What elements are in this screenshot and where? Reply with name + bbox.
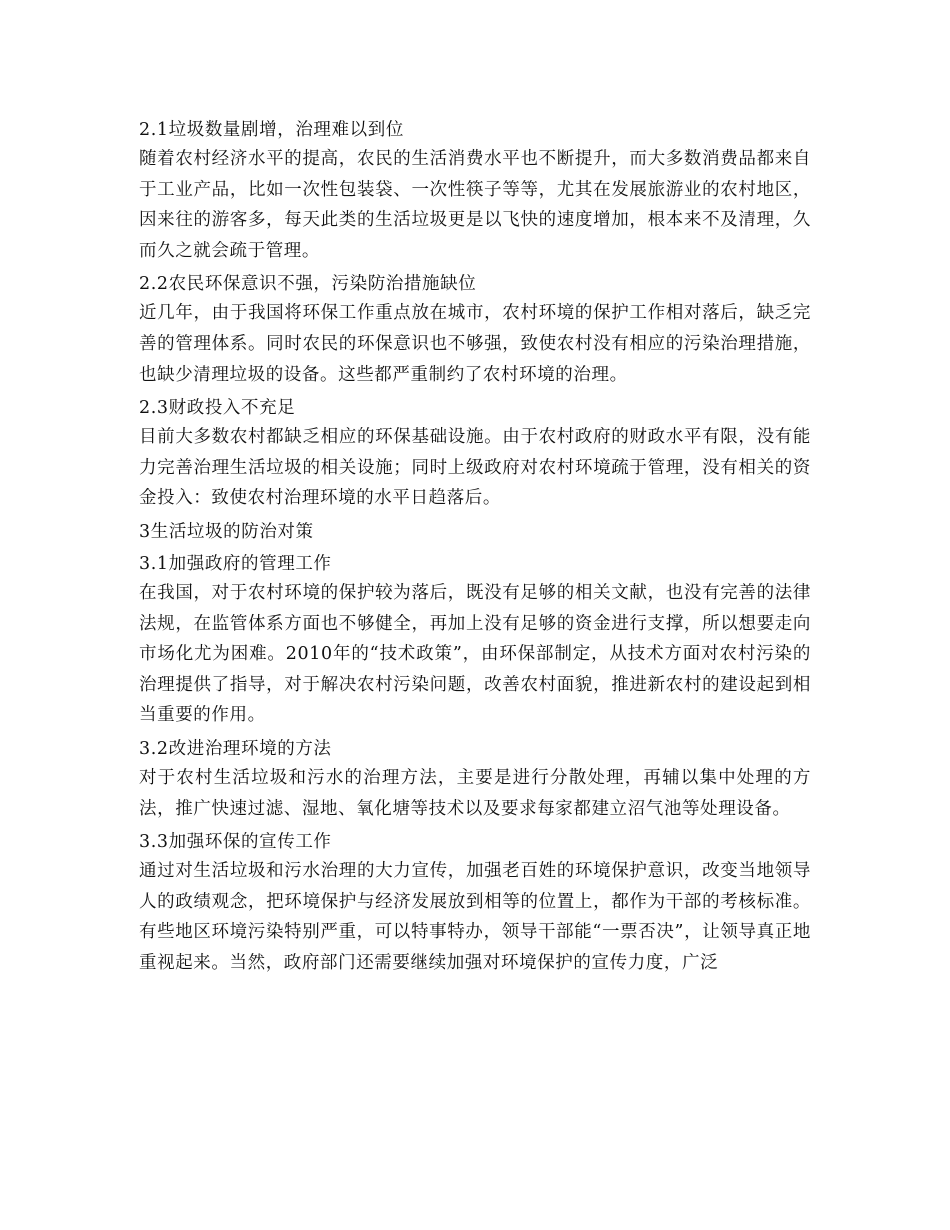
section-heading: 2.1垃圾数量剧增，治理难以到位 [139,120,404,140]
section-heading: 3.3加强环保的宣传工作 [139,832,332,853]
section-paragraph: 在我国，对于农村环境的保护较为落后，既没有足够的相关文献，也没有完善的法律法规，在监管体系方面也不够健全，再加上没有足够的资金进行支撑，所以想要走向市场化尤为困难。2010年的“技术政策”，由环保部制定，从技术方面对农村污染的治理提供了指导，对于解决农村污染问题，改善农村面貌，推进新农村的建设起到相当重要的作用。 [139,582,811,726]
section-heading: 2.3财政投入不充足 [139,398,296,419]
section-3-1 [139,550,811,731]
section-paragraph: 通过对生活垃圾和污水治理的大力宣传，加强老百姓的环境保护意识，改变当地领导人的政绩观念，把环境保护与经济发展放到相等的位置上，都作为干部的考核标准。有些地区环境污染特别严重，可以特事特办，领导干部能“一票否决”，让领导真正地重视起来。当然，政府部门还需要继续加强对环境保护的宣传力度，广泛 [139,861,811,973]
section-paragraph: 目前大多数农村都缺乏相应的环保基础设施。由于农村政府的财政水平有限，没有能力完善治理生活垃圾的相关设施；同时上级政府对农村环境疏于管理，没有相关的资金投入：致使农村治理环境的水平日趋落后。 [139,427,811,509]
document-body [139,116,811,982]
section-paragraph: 对于农村生活垃圾和污水的治理方法，主要是进行分散处理，再辅以集中处理的方法，推广快速过滤、湿地、氧化塘等技术以及要求每家都建立沼气池等处理设备。 [139,767,811,819]
section-3-3 [139,828,811,978]
section-heading: 3生活垃圾的防治对策 [139,521,314,542]
section-paragraph: 近几年，由于我国将环保工作重点放在城市，农村环境的保护工作相对落后，缺乏完善的管理体系。同时农民的环保意识也不够强，致使农村没有相应的污染治理措施，也缺少清理垃圾的设备。这些都严重制约了农村环境的治理。 [139,303,811,385]
section-2-2 [139,270,811,390]
section-paragraph: 随着农村经济水平的提高，农民的生活消费水平也不断提升，而大多数消费品都来自于工业产品，比如一次性包装袋、一次性筷子等等，尤其在发展旅游业的农村地区，因来往的游客多，每天此类的生活垃圾更是以飞快的速度增加，根本来不及清理，久而久之就会疏于管理。 [139,149,811,261]
section-2-1 [139,116,811,266]
section-heading: 3.2改进治理环境的方法 [139,738,332,759]
section-heading: 3.1加强政府的管理工作 [139,553,332,574]
section-2-3 [139,394,811,514]
section-heading: 2.2农民环保意识不强，污染防治措施缺位 [139,274,477,295]
section-3 [139,518,811,546]
section-3-2 [139,735,811,824]
